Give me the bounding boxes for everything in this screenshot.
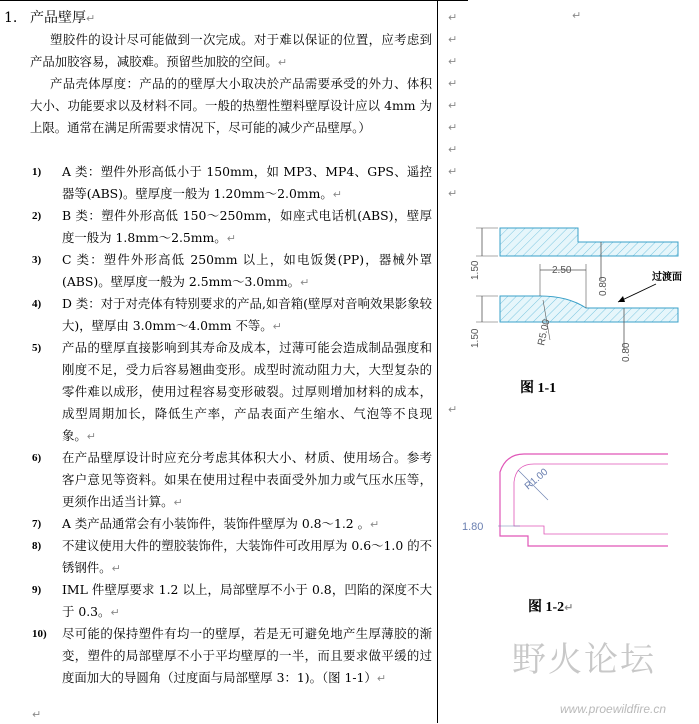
paragraph-mark-icon: ↵	[448, 403, 458, 416]
paragraph-mark-icon: ↵	[448, 99, 458, 112]
paragraph-mark-icon: ↵	[110, 606, 120, 619]
list-item: 4) D 类：对于对壳体有特别要求的产品,如音箱(壁厚对音响效果影象较大)，壁厚由 3.0mm～4.0mm 不等。↵	[32, 296, 432, 333]
figure-1-2-outline	[500, 454, 668, 546]
paragraph-mark-icon: ↵	[572, 9, 582, 22]
paragraph-mark-icon: ↵	[272, 320, 282, 333]
paragraph-mark-icon: ↵	[376, 672, 387, 685]
figure-1-2-caption: 图 1-2↵	[528, 600, 574, 615]
watermark-brand: 野火论坛	[512, 640, 656, 680]
dim-label-right-top: 0.80	[598, 276, 609, 296]
paragraph-mark-icon: ↵	[448, 187, 458, 200]
dim-label-left-top: 1.50	[470, 260, 481, 280]
upper-part-shape	[500, 228, 678, 256]
arrowhead-icon	[618, 296, 625, 302]
paragraph-mark-icon: ↵	[448, 77, 458, 90]
paragraph-mark-icon: ↵	[448, 55, 458, 68]
watermark-url: www.proewildfire.cn	[560, 702, 667, 716]
dim-label-radius: R5.00	[536, 318, 553, 347]
fig2-dim-wall: 1.80	[462, 521, 484, 533]
list-item: 9) IML 件壁厚要求 1.2 以上，局部壁厚不小于 0.8，凹陷的深度不大于 0.3。↵	[32, 582, 432, 619]
paragraph-mark-column	[438, 0, 468, 724]
annotation-transition: 过渡面	[652, 272, 682, 283]
figure-column	[462, 0, 699, 723]
list-item: 10) 尽可能的保持塑件有均一的壁厚，若是无可避免地产生厚薄胶的渐变，塑件的局部壁厚不小于平均壁厚的一半，而且要求做平缓的过度面加大的导圆角（过度面与局部壁厚 3：1)。（图 1-1）↵	[32, 626, 432, 685]
section-heading	[4, 7, 95, 27]
list-item: 3) C 类：塑件外形高低 250mm 以上，如电饭煲(PP)，器械外罩(ABS)。壁厚度一般为 2.5mm～3.0mm。↵	[32, 252, 432, 289]
paragraph-mark-icon: ↵	[111, 562, 121, 575]
paragraph-mark-icon: ↵	[86, 430, 96, 443]
paragraph-mark-icon: ↵	[448, 143, 458, 156]
paragraph-intro: 塑胶件的设计尽可能做到一次完成。对于难以保证的位置，应考虑到产品加胶容易，减胶难。预留些加胶的空间。↵	[30, 32, 432, 69]
list-item: 2) B 类：塑件外形高低 150～250mm，如座式电话机(ABS)，壁厚度一般为 1.8mm～2.5mm。↵	[32, 208, 432, 245]
watermark	[512, 632, 697, 722]
dim-label-left-bottom: 1.50	[470, 328, 481, 348]
paragraph-mark-icon: ↵	[277, 56, 288, 69]
paragraph-mark-icon: ↵	[86, 12, 96, 25]
section-number: 1.	[4, 10, 18, 26]
lower-part-shape	[500, 296, 678, 322]
section-title: 产品壁厚	[30, 10, 86, 26]
paragraph-mark-icon: ↵	[448, 165, 458, 178]
list-item: 1) A 类：塑件外形高低小于 150mm，如 MP3、MP4、GPS、遥控器等(ABS)。壁厚度一般为 1.20mm～2.0mm。↵	[32, 164, 432, 201]
list-item: 6) 在产品壁厚设计时应充分考虑其体积大小、材质、使用场合。参考客户意见等资料。如果在使用过程中表面受外加力或气压水压等，更须作出适当计算。↵	[32, 450, 432, 509]
list-item: 7) A 类产品通常会有小装饰件，装饰件壁厚为 0.8～1.2 。↵	[32, 516, 380, 531]
paragraph-mark-icon: ↵	[300, 276, 310, 289]
paragraph-mark-icon: ↵	[448, 121, 458, 134]
paragraph-mark-icon: ↵	[448, 33, 458, 46]
dim-label-right-bottom: 0.80	[621, 342, 632, 362]
paragraph-mark-icon: ↵	[32, 708, 42, 721]
fig2-dim-radius: R1.00	[522, 466, 551, 493]
list-item: 5) 产品的壁厚直接影响到其寿命及成本，过薄可能会造成制品强度和刚度不足，受力后容易翘曲变形。成型时流动阻力大，大型复杂的零件难以成形，使用过程容易变形破裂。过厚则增加材料的成本，成型周期加长，降低生产率，产品表面产生缩水、气泡等不良现象。↵	[32, 340, 432, 443]
list-item: 8) 不建议使用大件的塑胶装饰件，大装饰件可改用厚为 0.6～1.0 的不锈钢件。↵	[32, 538, 432, 575]
figure-1-1-caption: 图 1-1	[520, 381, 557, 396]
paragraph-mark-icon: ↵	[370, 518, 380, 531]
paragraph-mark-icon: ↵	[564, 601, 574, 614]
paragraph-wall-thickness: 产品壳体厚度：产品的的壁厚大小取决於产品需要承受的外力、体积大小、功能要求以及材料不同。一般的热塑性塑料壁厚设计应以 4mm 为上限。通常在满足所需要求情况下，尽可能的减少产品壁厚。）	[30, 76, 432, 135]
dim-label-horizontal: 2.50	[552, 265, 572, 276]
paragraph-mark-icon: ↵	[173, 496, 183, 509]
paragraph-mark-icon: ↵	[332, 188, 342, 201]
paragraph-mark-icon: ↵	[448, 11, 458, 24]
paragraph-mark-icon: ↵	[226, 232, 236, 245]
figure-1-1-drawing	[462, 200, 699, 570]
